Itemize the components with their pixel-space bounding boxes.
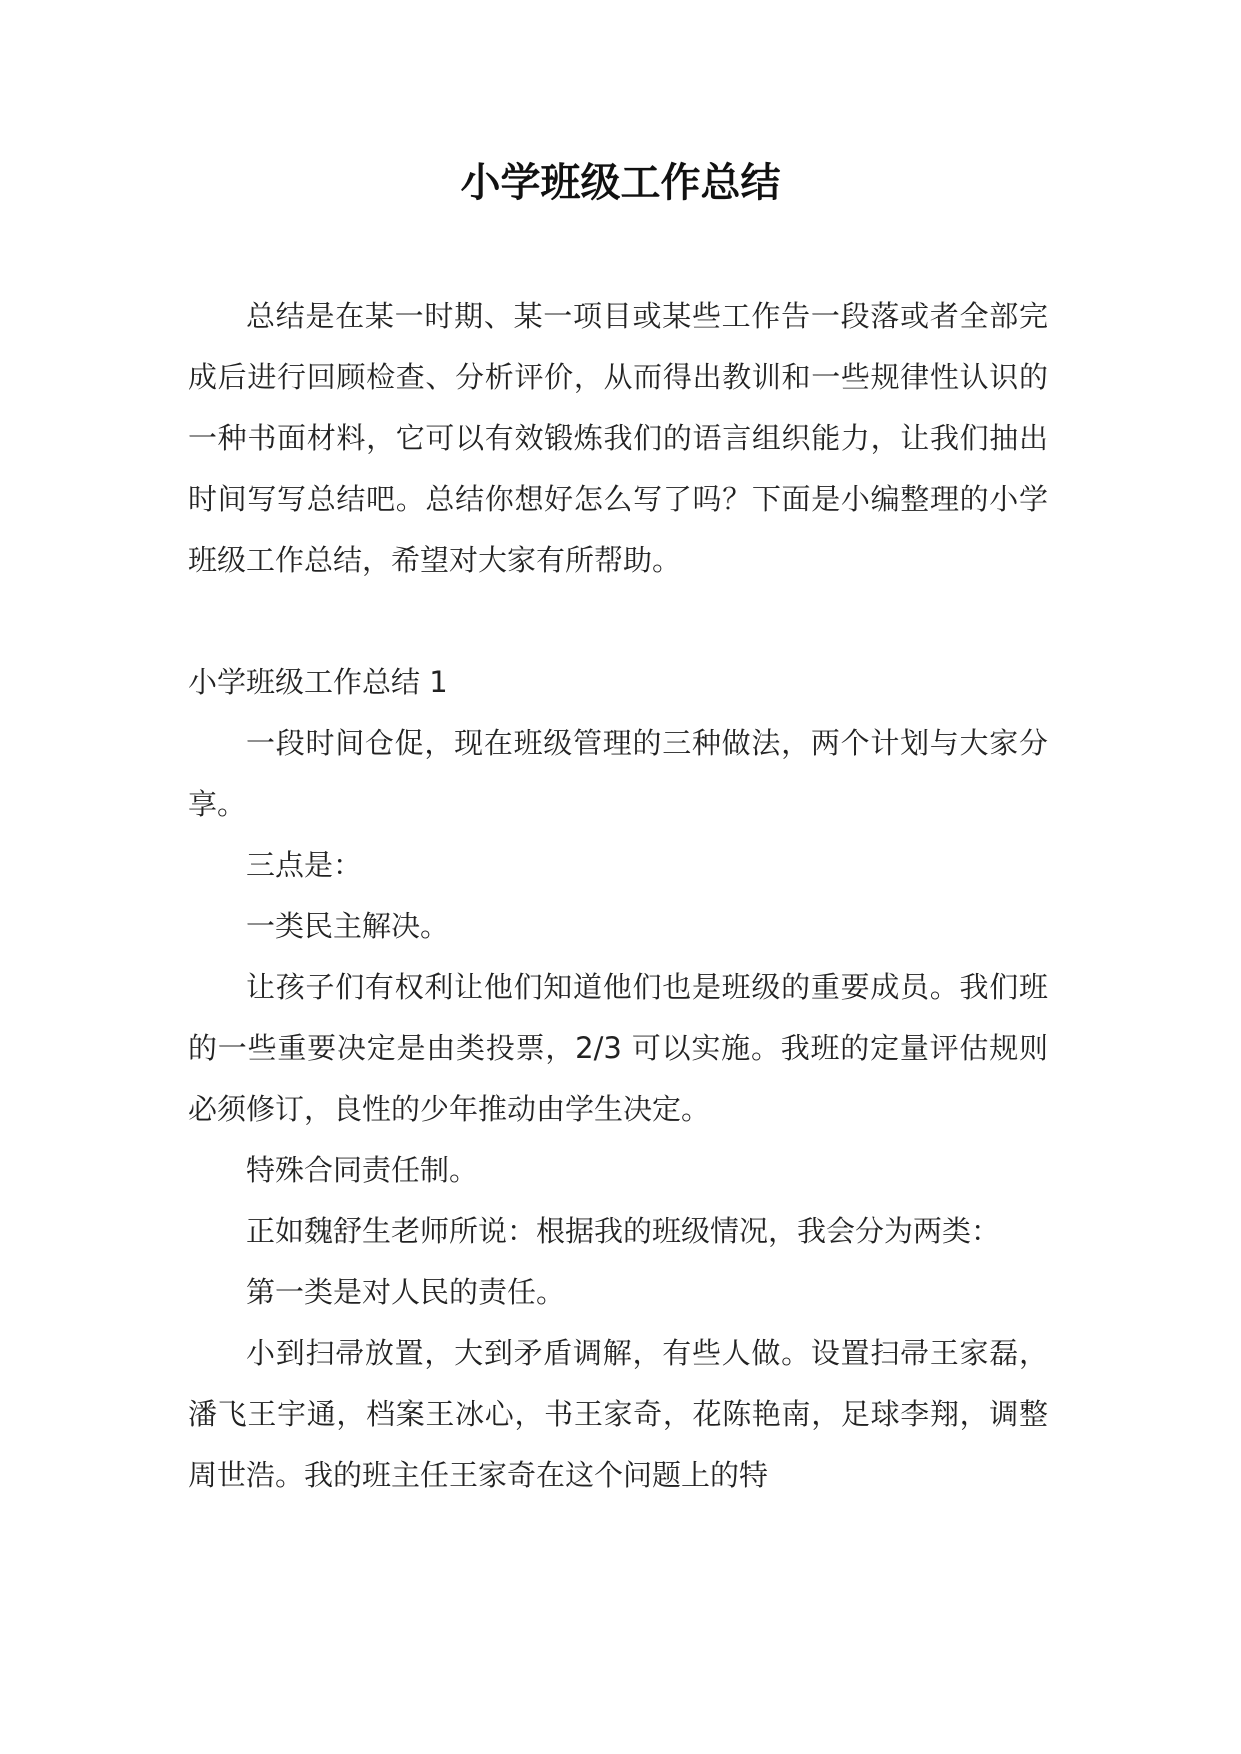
document-title: 小学班级工作总结 xyxy=(460,159,781,206)
body-paragraph: 三点是： xyxy=(246,848,363,882)
body-paragraph: 正如魏舒生老师所说：根据我的班级情况，我会分为两类： xyxy=(246,1214,1001,1248)
body-paragraph: 让孩子们有权利让他们知道他们也是班级的重要成员。我们班的一些重要决定是由类投票，2/3 可以实施。我班的定量评估规则必须修订，良性的少年推动由学生决定。 xyxy=(188,970,1048,1126)
body-paragraph: 小到扫帚放置，大到矛盾调解，有些人做。设置扫帚王家磊，潘飞王宇通，档案王冰心，书王家奇，花陈艳南，足球李翔，调整周世浩。我的班主任王家奇在这个问题上的特 xyxy=(188,1336,1048,1492)
body-paragraph: 一类民主解决。 xyxy=(246,909,450,943)
body-paragraph: 第一类是对人民的责任。 xyxy=(246,1275,566,1309)
intro-paragraph: 总结是在某一时期、某一项目或某些工作告一段落或者全部完成后进行回顾检查、分析评价，从而得出教训和一些规律性认识的一种书面材料，它可以有效锻炼我们的语言组织能力，让我们抽出时间写写总结吧。总结你想好怎么写了吗？下面是小编整理的小学班级工作总结，希望对大家有所帮助。 xyxy=(188,299,1048,577)
body-paragraph: 一段时间仓促，现在班级管理的三种做法，两个计划与大家分享。 xyxy=(188,726,1048,821)
document-body xyxy=(188,286,1048,1506)
section-heading: 小学班级工作总结 1 xyxy=(188,665,448,699)
body-paragraph: 特殊合同责任制。 xyxy=(246,1153,479,1187)
